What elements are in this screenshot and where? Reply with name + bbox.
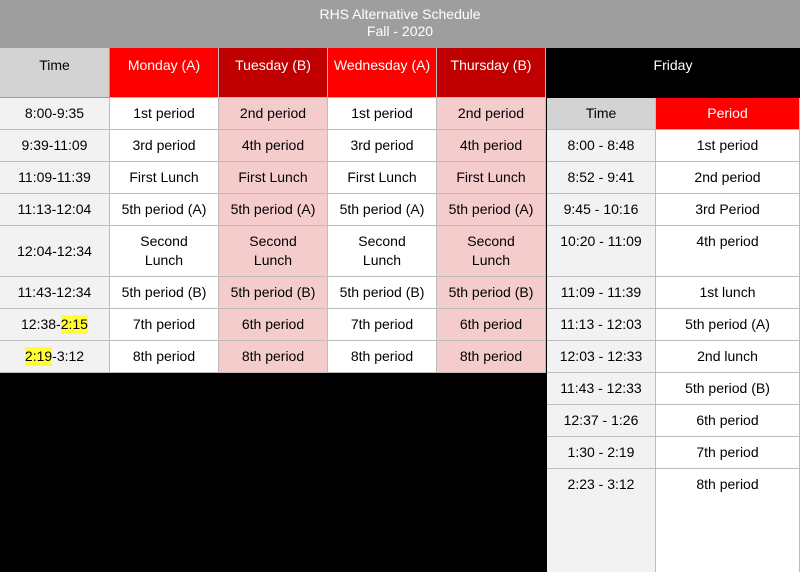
time-cell: 11:43-12:34	[0, 277, 110, 309]
wed-cell: 3rd period	[328, 130, 437, 162]
friday-period-cell: 1st lunch	[656, 277, 800, 309]
thu-cell: 4th period	[437, 130, 546, 162]
time-cell: 12:04-12:34	[0, 226, 110, 277]
friday-period-cell: 7th period	[656, 437, 800, 469]
friday-time-cell: 12:37 - 1:26	[547, 405, 656, 437]
time-cell	[0, 341, 110, 373]
thu-cell: 2nd period	[437, 98, 546, 130]
thu-cell: 6th period	[437, 309, 546, 341]
time-cell: 11:09-11:39	[0, 162, 110, 194]
time-cell: 9:39-11:09	[0, 130, 110, 162]
friday-time-cell: 9:45 - 10:16	[547, 194, 656, 226]
thu-cell: 8th period	[437, 341, 546, 373]
friday-header: Friday	[546, 48, 800, 98]
mon-cell: First Lunch	[110, 162, 219, 194]
monday-header: Monday (A)	[110, 48, 219, 98]
title-line-2: Fall - 2020	[366, 23, 434, 39]
thu-cell: First Lunch	[437, 162, 546, 194]
mon-cell: Second Lunch	[110, 226, 219, 277]
friday-period-cell: 5th period (B)	[656, 373, 800, 405]
tue-cell: 5th period (A)	[219, 194, 328, 226]
time-end: -3:12	[52, 348, 85, 364]
friday-period-cell: 2nd lunch	[656, 341, 800, 373]
time-cell: 11:13-12:04	[0, 194, 110, 226]
time-cell	[0, 309, 110, 341]
schedule-title	[0, 0, 800, 48]
mon-cell: 5th period (A)	[110, 194, 219, 226]
friday-time-header: Time	[547, 98, 656, 130]
wed-cell: First Lunch	[328, 162, 437, 194]
friday-time-cell: 2:23 - 3:12	[547, 469, 656, 572]
thu-cell: 5th period (A)	[437, 194, 546, 226]
tue-cell: 5th period (B)	[219, 277, 328, 309]
friday-time-cell: 1:30 - 2:19	[547, 437, 656, 469]
wed-cell: Second Lunch	[328, 226, 437, 277]
mon-cell: 1st period	[110, 98, 219, 130]
time-header: Time	[0, 48, 110, 98]
thu-cell: 5th period (B)	[437, 277, 546, 309]
wednesday-header: Wednesday (A)	[328, 48, 437, 98]
friday-time-cell: 12:03 - 12:33	[547, 341, 656, 373]
friday-period-cell: 8th period	[656, 469, 800, 572]
wed-cell: 5th period (B)	[328, 277, 437, 309]
title-line-1: RHS Alternative Schedule	[319, 6, 481, 22]
friday-time-cell: 8:00 - 8:48	[547, 130, 656, 162]
wed-cell: 8th period	[328, 341, 437, 373]
friday-period-cell: 1st period	[656, 130, 800, 162]
friday-time-cell: 8:52 - 9:41	[547, 162, 656, 194]
friday-period-header: Period	[656, 98, 800, 130]
time-end-highlight: 2:15	[60, 316, 88, 332]
friday-period-cell: 6th period	[656, 405, 800, 437]
tue-cell: 4th period	[219, 130, 328, 162]
wed-cell: 1st period	[328, 98, 437, 130]
thu-cell: Second Lunch	[437, 226, 546, 277]
friday-time-cell: 11:09 - 11:39	[547, 277, 656, 309]
friday-period-cell: 4th period	[656, 226, 800, 277]
friday-period-cell: 2nd period	[656, 162, 800, 194]
tue-cell: 8th period	[219, 341, 328, 373]
time-start: 12:38-	[21, 316, 61, 332]
mon-cell: 5th period (B)	[110, 277, 219, 309]
wed-cell: 5th period (A)	[328, 194, 437, 226]
tue-cell: 6th period	[219, 309, 328, 341]
wed-cell: 7th period	[328, 309, 437, 341]
tue-cell: Second Lunch	[219, 226, 328, 277]
tuesday-header: Tuesday (B)	[219, 48, 328, 98]
friday-period-cell: 5th period (A)	[656, 309, 800, 341]
friday-time-cell: 10:20 - 11:09	[547, 226, 656, 277]
mon-cell: 7th period	[110, 309, 219, 341]
tue-cell: 2nd period	[219, 98, 328, 130]
mon-cell: 3rd period	[110, 130, 219, 162]
friday-period-cell: 3rd Period	[656, 194, 800, 226]
time-start-highlight: 2:19	[24, 348, 53, 364]
tue-cell: First Lunch	[219, 162, 328, 194]
time-cell: 8:00-9:35	[0, 98, 110, 130]
friday-time-cell: 11:43 - 12:33	[547, 373, 656, 405]
thursday-header: Thursday (B)	[437, 48, 546, 98]
friday-time-cell: 11:13 - 12:03	[547, 309, 656, 341]
mon-cell: 8th period	[110, 341, 219, 373]
